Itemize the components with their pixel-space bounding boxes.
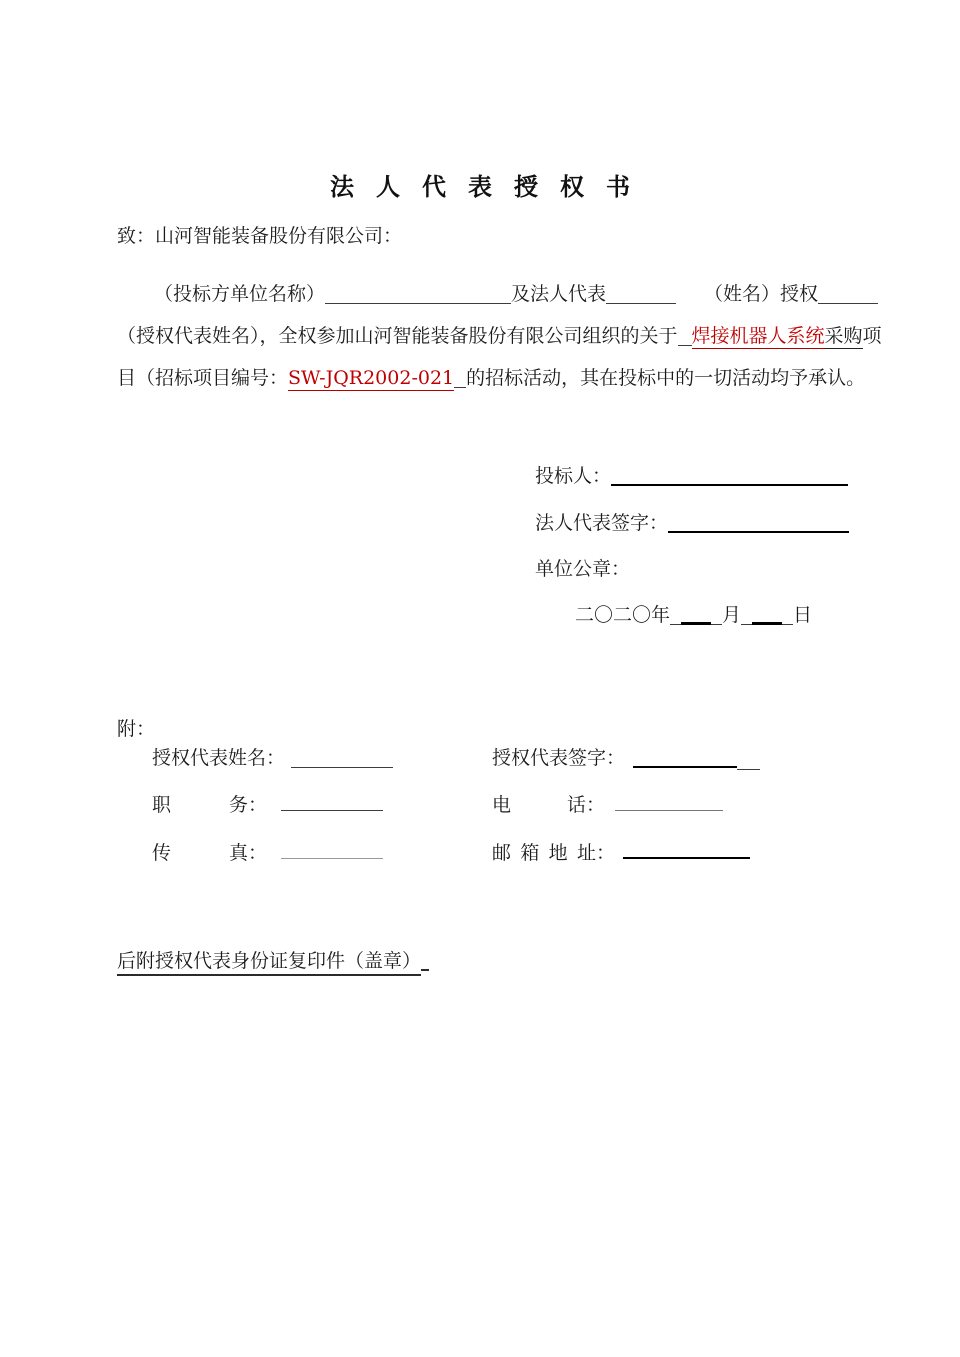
month-blank [670,620,722,625]
phone-label [492,790,605,817]
legal-rep-signature-label: 法人代表签字： [535,512,669,534]
phone-row [492,790,723,817]
phone-label-part: 电 [492,794,512,816]
underscore-thick [752,620,782,625]
email-label-part: 箱 [520,842,540,864]
auth-rep-name-blank [291,765,393,768]
body-line-1 [117,279,878,306]
position-blank [281,808,383,811]
name-authorize-text: （姓名）授权 [704,283,819,305]
date-year-text: 二〇二〇年 [575,604,671,626]
leading-underscore [678,343,692,346]
email-label-part: 址： [576,842,615,864]
fax-label-part: 传 [152,842,172,864]
footer-underline-tail [421,967,429,971]
authorized-person-blank [818,301,878,304]
legal-rep-signature-blank [668,529,849,533]
auth-rep-signature-blank-tail [737,767,760,770]
underscore-thin [670,622,681,625]
underscore-thin [711,622,722,625]
email-label-part: 邮 [492,842,512,864]
date-month-text: 月 [722,604,742,626]
footer-note-line [117,946,429,973]
auth-rep-signature-blank [633,764,737,768]
fax-label [152,838,267,865]
auth-rep-signature-row [492,743,760,770]
bidder-label: 投标人： [535,465,612,487]
position-label-part: 职 [152,794,172,816]
auth-rep-name-label: 授权代表姓名： [152,747,286,769]
fax-label-part: 真： [228,842,267,864]
legal-rep-signature-line [535,508,849,535]
position-row [152,790,383,817]
auth-rep-name-row [152,743,393,770]
tender-number-red-text: SW-JQR2002-021 [288,367,455,389]
tender-number-label: 目（招标项目编号： [117,367,289,389]
project-name-red-text: 焊接机器人系统 [691,325,825,347]
auth-rep-signature-label: 授权代表签字： [492,747,626,769]
bidder-signature-blank [611,482,848,486]
email-label-part: 地 [548,842,568,864]
day-blank [741,620,793,625]
phone-blank [615,808,723,811]
position-label [152,790,267,817]
legal-rep-name-blank [606,301,676,304]
procurement-underlined-text: 采购 [824,325,863,347]
body-line-3 [117,363,865,390]
salutation-line: 致：山河智能装备股份有限公司： [117,225,403,247]
body-line-2 [117,321,882,348]
underscore-thin [782,622,793,625]
email-blank [623,855,750,859]
company-seal-label: 单位公章： [535,558,631,580]
bidding-activity-text: 的招标活动，其在投标中的一切活动均予承认。 [466,367,866,389]
bidder-unit-name-label: （投标方单位名称） [154,283,326,305]
project-char-text: 项 [862,325,882,347]
underscore-thick [681,620,711,625]
attachment-heading: 附： [117,718,156,740]
email-row [492,838,750,865]
underscore-thin [741,622,752,625]
date-day-text: 日 [793,604,813,626]
trailing-underscore [454,385,466,388]
fax-blank [281,856,383,859]
footer-note-text: 后附授权代表身份证复印件（盖章） [117,950,421,976]
bidder-unit-name-blank [325,301,511,304]
bidder-line [535,461,848,488]
authorization-clause-text: （授权代表姓名），全权参加山河智能装备股份有限公司组织的关于 [117,325,678,347]
phone-label-part: 话： [566,794,605,816]
fax-row [152,838,383,865]
and-legal-rep-text: 及法人代表 [511,283,607,305]
position-label-part: 务： [228,794,267,816]
email-label [492,838,615,865]
date-line [575,600,812,627]
page-title: 法人代表授权书 [330,172,652,201]
